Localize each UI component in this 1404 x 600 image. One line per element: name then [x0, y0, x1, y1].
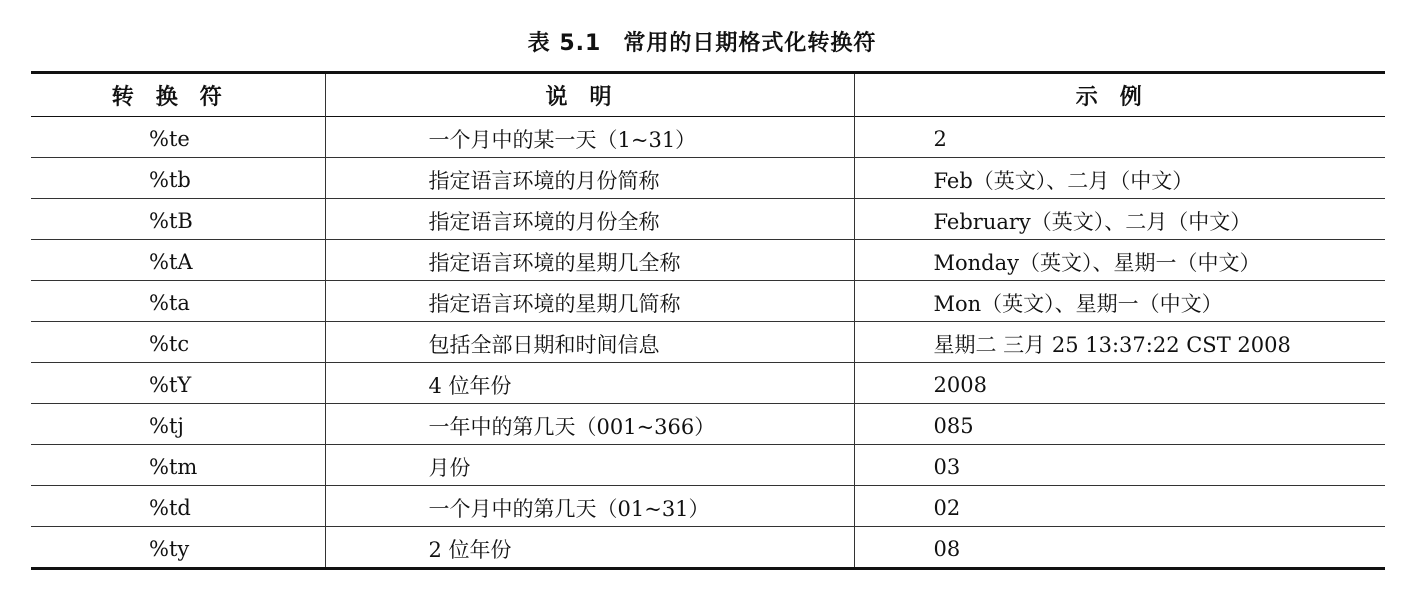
cell-description: 指定语言环境的星期几简称	[325, 281, 854, 322]
cell-description: 月份	[325, 445, 854, 486]
cell-example: Mon（英文）、星期一（中文）	[854, 281, 1385, 322]
cell-example: 2	[854, 117, 1385, 158]
table-body	[31, 117, 1385, 569]
cell-specifier: %td	[149, 496, 191, 520]
cell-specifier: %te	[149, 127, 190, 151]
cell-example: Feb（英文）、二月（中文）	[854, 158, 1385, 199]
cell-description: 4 位年份	[325, 363, 854, 404]
header-specifier: 转换符	[111, 84, 244, 110]
table-row	[31, 117, 1385, 158]
cell-specifier: %tb	[149, 168, 191, 192]
cell-specifier: %tA	[149, 250, 193, 274]
table-row	[31, 281, 1385, 322]
cell-example: 08	[854, 527, 1385, 569]
cell-example: February（英文）、二月（中文）	[854, 199, 1385, 240]
cell-description: 一个月中的某一天（1~31）	[325, 117, 854, 158]
cell-specifier: %ty	[149, 537, 190, 561]
table-row	[31, 199, 1385, 240]
cell-description: 指定语言环境的月份简称	[325, 158, 854, 199]
table-caption	[0, 26, 1404, 57]
table-row	[31, 240, 1385, 281]
table-title: 常用的日期格式化转换符	[623, 31, 877, 56]
cell-example: 02	[854, 486, 1385, 527]
cell-example: 085	[854, 404, 1385, 445]
cell-description: 指定语言环境的星期几全称	[325, 240, 854, 281]
cell-example: 2008	[854, 363, 1385, 404]
table-row	[31, 158, 1385, 199]
header-description: 说明	[325, 73, 854, 117]
table-row	[31, 322, 1385, 363]
table-row	[31, 527, 1385, 569]
table-row	[31, 445, 1385, 486]
cell-specifier: %tm	[149, 455, 198, 479]
table-row	[31, 363, 1385, 404]
table-number: 表 5.1	[527, 31, 602, 56]
cell-description: 一年中的第几天（001~366）	[325, 404, 854, 445]
header-example: 示例	[854, 73, 1385, 117]
cell-description: 指定语言环境的月份全称	[325, 199, 854, 240]
cell-example: 星期二 三月 25 13:37:22 CST 2008	[854, 322, 1385, 363]
cell-description: 2 位年份	[325, 527, 854, 569]
cell-description: 包括全部日期和时间信息	[325, 322, 854, 363]
cell-example: Monday（英文）、星期一（中文）	[854, 240, 1385, 281]
table-row	[31, 404, 1385, 445]
cell-description: 一个月中的第几天（01~31）	[325, 486, 854, 527]
cell-specifier: %tB	[149, 209, 193, 233]
header-row	[31, 73, 1385, 117]
table-header	[31, 73, 1385, 117]
table-row	[31, 486, 1385, 527]
cell-specifier: %ta	[149, 291, 190, 315]
cell-specifier: %tY	[149, 373, 192, 397]
cell-example: 03	[854, 445, 1385, 486]
format-table	[31, 71, 1385, 570]
cell-specifier: %tj	[149, 414, 184, 438]
cell-specifier: %tc	[149, 332, 190, 356]
